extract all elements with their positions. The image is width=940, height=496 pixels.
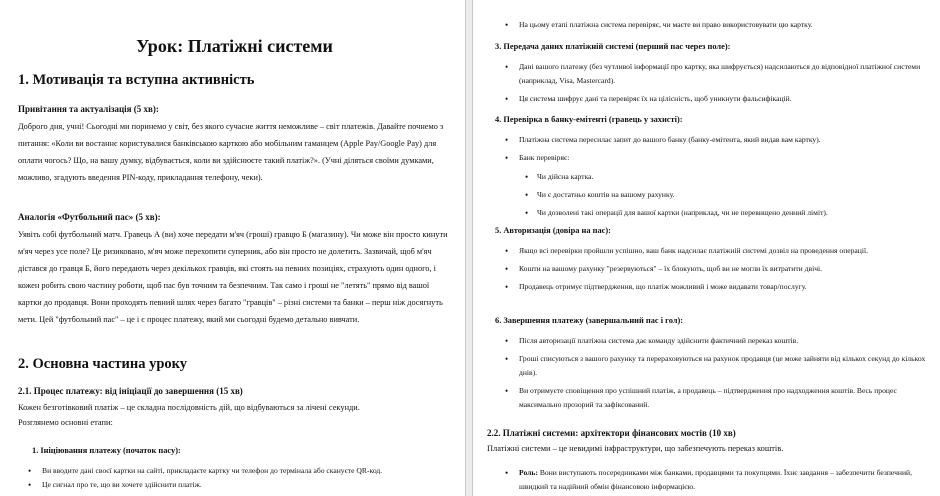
- list-item: • Ви отримуєте сповіщення про успішний платіж, а продавець – підтвердження про надходження коштів. Весь процес максимально прозорий та зафіксований.: [495, 384, 926, 412]
- step3-list: [495, 60, 926, 106]
- list-item: • На цьому етапі платіжна система перевіряє, чи маєте ви право використовувати цю картку.: [495, 18, 926, 32]
- section-heading-1: 1. Мотивація та вступна активність: [18, 72, 255, 88]
- document-title: Урок: Платіжні системи: [136, 36, 333, 56]
- list-item: • Кошти на вашому рахунку "резервуються" – їх блокують, щоб ви не могли їх витратити двічі.: [495, 262, 926, 276]
- list-item: • Ви вводите дані своєї картки на сайті, прикладаєте картку чи телефон до термінала або скануєте QR-код.: [18, 464, 451, 478]
- list-item: • Після авторизації платіжна система дає команду здійснити фактичний переказ коштів.: [495, 334, 926, 348]
- document-page-left: [0, 0, 466, 496]
- step5-label: 5. Авторизація (довіра на пас):: [495, 226, 611, 235]
- greeting-label: Привітання та актуалізація (5 хв):: [18, 104, 159, 114]
- step6-label: 6. Завершення платежу (завершальний пас і гол):: [495, 316, 684, 325]
- roles-list: [495, 466, 926, 494]
- list-item: • Банк перевіряє:: [495, 151, 926, 165]
- step1-list: [18, 464, 451, 492]
- step5-list: [495, 244, 926, 294]
- section-2-2-label: 2.2. Платіжні системи: архітектори фінансових мостів (10 хв): [487, 428, 736, 438]
- list-item: • Продавець отримує підтвердження, що платіж можливий і може видавати товар/послугу.: [495, 280, 926, 294]
- list-item: • Чи є достатньо коштів на вашому рахунку.: [495, 188, 926, 202]
- list-item: • Чи дозволені такі операції для вашої картки (наприклад, чи не перевищено денний ліміт).: [495, 206, 926, 220]
- process-label: 2.1. Процес платежу: від ініціації до завершення (15 хв): [18, 386, 243, 396]
- roles-text: Вони виступають посередниками між банками, продавцями та покупцями. Їхнє завдання – забезпечити безпечний, швидкий та надійний обмін фінансовою інформацією.: [519, 468, 913, 491]
- step2-list-continued: [495, 18, 926, 32]
- process-text-1: Кожен безготівковий платіж – це складна послідовність дій, що відбуваються за лічені секунди.: [18, 403, 360, 412]
- section-2-2-text: Платіжні системи – це невидимі інфраструктури, що забезпечують переказ коштів.: [487, 444, 784, 453]
- analogy-label: Аналогія «Футбольний пас» (5 хв):: [18, 212, 161, 222]
- process-text-2: Розглянемо основні етапи:: [18, 418, 113, 427]
- list-item: • Чи дійсна картка.: [495, 170, 926, 184]
- list-item: • Гроші списуються з вашого рахунку та перераховуються на рахунок продавця (це може зайняти від кількох секунд до кількох днів).: [495, 352, 926, 380]
- step4-sublist: [495, 170, 926, 220]
- list-item: • Дані вашого платежу (без чутливої інформації про картку, яка шифрується) надсилаються до відповідної платіжної системи (наприклад, Visa, Mastercard).: [495, 60, 926, 88]
- section-heading-2: 2. Основна частина уроку: [18, 356, 188, 372]
- step4-label: 4. Перевірка в банку-емітенті (гравець у захисті):: [495, 115, 683, 124]
- list-item: [495, 466, 926, 494]
- greeting-text: Доброго дня, учні! Сьогодні ми поринемо у світ, без якого сучасне життя неможливе – світ платежів. Давайте почнемо з питання: «Коли ви востаннє користувалися банківською карткою або мобільним гаманцем (Apple Pay/Google Pay) для оплати чогось? Що, на вашу думку, відбувається, коли ви здійснюєте такий платіж?». (Учні діляться своїми думками, можливо, згадують введення PIN-коду, прикладання телефону, чеки).: [18, 122, 444, 182]
- step1-label: 1. Ініціювання платежу (початок пасу):: [32, 446, 181, 455]
- analogy-text: Уявіть собі футбольний матч. Гравець А (ви) хоче передати м'яч (гроші) гравцю Б (магазину). Чи може він просто кинути м'яч через усе поле? Це ризиковано, м'яч може перехопити суперник, або він просто не долетить. Зазвичай, щоб м'яч дістався до гравця Б, його передають через декількох гравців, які стоять на певних позиціях, страхують один одного, і кожен робить свою частину роботи, щоб пас був точним та безпечним. Так само і гроші не "летять" прямо від вашої картки до продавця. Вони проходять певний шлях через багато "гравців" – різні системи та банки – перш ніж досягнуть мети. Цей "футбольний пас" – це і є процес платежу, який ми сьогодні будемо детально вивчати.: [18, 230, 448, 324]
- list-item: • Ця система шифрує дані та перевіряє їх на цілісність, щоб уникнути фальсифікацій.: [495, 92, 926, 106]
- document-page-right: [472, 0, 940, 496]
- step4-list: [495, 133, 926, 165]
- list-item: • Якщо всі перевірки пройшли успішно, ваш банк надсилає платіжній системі дозвіл на проведення операції.: [495, 244, 926, 258]
- step3-label: 3. Передача даних платіжній системі (перший пас через поле):: [495, 42, 731, 51]
- list-item: • Це сигнал про те, що ви хочете здійснити платіж.: [18, 478, 451, 492]
- list-item: • Платіжна система пересилає запит до вашого банку (банку-емітента, який видав вам картку).: [495, 133, 926, 147]
- roles-bold-label: Роль:: [519, 468, 538, 477]
- step6-list: [495, 334, 926, 412]
